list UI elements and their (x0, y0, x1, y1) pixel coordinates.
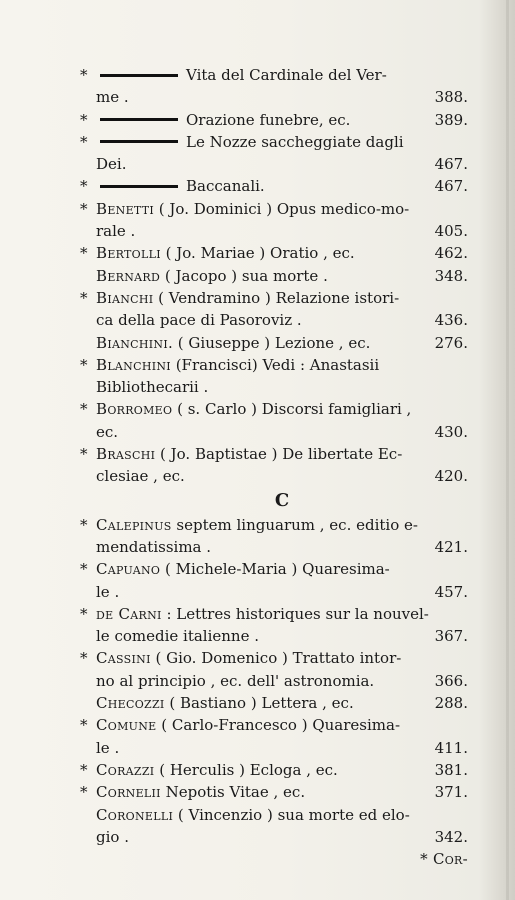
index-entry-line (96, 804, 468, 826)
ditto-rule (100, 118, 178, 121)
entry-continuation: no al principio , ec. dell' astronomia. (96, 671, 375, 690)
asterisk-mark: * (80, 716, 88, 735)
index-entry-line (80, 558, 468, 580)
ditto-rule (100, 140, 178, 143)
index-entry-line (80, 647, 468, 669)
index-entry-line (80, 443, 468, 465)
page-number: 457. (434, 582, 468, 601)
asterisk-mark: * (80, 400, 88, 419)
entry-continuation: me . (96, 88, 129, 107)
asterisk-mark: * (80, 199, 88, 218)
entry-title: : Lettres historiques sur la nouvel- (161, 604, 429, 623)
index-entry-line (96, 692, 468, 714)
author-name: Benetti (96, 199, 155, 218)
index-entry-continuation (96, 309, 468, 331)
author-name: de Carni (96, 604, 162, 623)
index-entry-line (96, 332, 468, 354)
asterisk-mark: * (80, 783, 88, 802)
entry-title: ( Jacopo ) sua morte . (160, 266, 328, 285)
index-entry-continuation (96, 153, 468, 175)
page-number: 467. (434, 155, 468, 174)
entry-continuation: mendatissima . (96, 537, 212, 556)
entry-title: ( Jo. Dominici ) Opus medico-mo- (154, 199, 410, 218)
index-entry-continuation (96, 670, 468, 692)
author-name: Braschi (96, 445, 156, 464)
ditto-rule (100, 74, 178, 77)
page-number: 467. (434, 177, 468, 196)
entry-title: Baccanali. (186, 177, 265, 196)
index-entry-line (80, 781, 468, 803)
index-entry-continuation (96, 220, 468, 242)
index-entry-continuation (96, 826, 468, 848)
asterisk-mark: * (80, 560, 88, 579)
index-entry-line (80, 242, 468, 264)
index-entry-line (80, 109, 468, 131)
asterisk-mark: * (80, 760, 88, 779)
entry-continuation: ca della pace di Pasoroviz . (96, 311, 302, 330)
author-name: Bianchi (96, 288, 154, 307)
page-number: 366. (434, 671, 468, 690)
author-name: Bianchini. (96, 333, 174, 352)
entry-title: Nepotis Vitae , ec. (160, 783, 306, 802)
page-number: 388. (434, 88, 468, 107)
entry-title: ( Carlo-Francesco ) Quaresima- (156, 716, 401, 735)
asterisk-mark: * (80, 177, 88, 196)
entry-title: septem linguarum , ec. editio e- (171, 515, 418, 534)
index-entry-line (80, 514, 468, 536)
entry-title: ( s. Carlo ) Discorsi famigliari , (172, 400, 412, 419)
page-number: 348. (434, 266, 468, 285)
entry-title: (Francisci) Vedi : Anastasii (170, 355, 380, 374)
author-name: Coronelli (96, 805, 174, 824)
index-entry-continuation (96, 536, 468, 558)
entry-title: ( Bastiano ) Lettera , ec. (164, 694, 354, 713)
entry-title: ( Vincenzio ) sua morte ed elo- (173, 805, 410, 824)
entry-title: ( Gio. Domenico ) Trattato intor- (150, 649, 402, 668)
index-entry-line (80, 198, 468, 220)
entry-continuation: ec. (96, 422, 119, 441)
index-entry-continuation (96, 465, 468, 487)
index-entry-continuation (96, 376, 468, 398)
author-name: Comune (96, 716, 157, 735)
author-name: Blanchini (96, 355, 171, 374)
entry-title: ( Jo. Baptistae ) De libertate Ec- (155, 445, 403, 464)
entry-continuation: rale . (96, 222, 136, 241)
page-number: 411. (434, 738, 468, 757)
index-entry-line (80, 714, 468, 736)
entry-continuation: Dei. (96, 155, 127, 174)
page-number: 276. (434, 333, 468, 352)
author-name: Calepinus (96, 515, 172, 534)
entry-title: Le Nozze saccheggiate dagli (186, 132, 404, 151)
entry-continuation: le comedie italienne . (96, 627, 259, 646)
index-entry-line (80, 175, 468, 197)
page-edge-shadow (506, 0, 509, 900)
entry-title: Vita del Cardinale del Ver- (186, 66, 387, 84)
asterisk-mark: * (80, 604, 88, 623)
asterisk-mark: * (80, 244, 88, 263)
author-name: Checozzi (96, 694, 165, 713)
entry-continuation: gio . (96, 827, 129, 846)
index-entry-line (80, 398, 468, 420)
index-entry-line (80, 131, 468, 153)
asterisk-mark: * (80, 649, 88, 668)
ditto-rule (100, 185, 178, 188)
entry-title: ( Michele-Maria ) Quaresima- (160, 560, 390, 579)
catchword-line (96, 848, 468, 870)
page-number: 420. (434, 467, 468, 486)
entry-continuation: Bibliothecarii . (96, 378, 209, 397)
index-entry-continuation (96, 421, 468, 443)
section-letter: C (274, 489, 290, 511)
index-entry-line (80, 603, 468, 625)
index-entry-continuation (96, 86, 468, 108)
asterisk-mark: * (80, 132, 88, 151)
page-number: 436. (434, 311, 468, 330)
author-name: Borromeo (96, 400, 173, 419)
page-number: 405. (434, 222, 468, 241)
asterisk-mark: * (80, 515, 88, 534)
entry-title: ( Vendramino ) Relazione istori- (153, 288, 400, 307)
index-entry-continuation (96, 737, 468, 759)
entry-continuation: clesiae , ec. (96, 467, 185, 486)
entry-title: Orazione funebre, ec. (186, 110, 351, 129)
entry-title: ( Herculis ) Ecloga , ec. (154, 760, 338, 779)
index-entry-line (96, 265, 468, 287)
index-entry-line (80, 759, 468, 781)
index-entry-continuation (96, 581, 468, 603)
asterisk-mark: * (80, 66, 88, 84)
asterisk-mark: * (80, 110, 88, 129)
entry-continuation: le . (96, 738, 120, 757)
author-name: Bertolli (96, 244, 161, 263)
catchword: * Cor- (420, 850, 468, 869)
index-entry-line (80, 287, 468, 309)
author-name: Cornelii (96, 783, 161, 802)
asterisk-mark: * (80, 355, 88, 374)
author-name: Cassini (96, 649, 151, 668)
entry-title: ( Jo. Mariae ) Oratio , ec. (160, 244, 355, 263)
asterisk-mark: * (80, 445, 88, 464)
page-number: 381. (434, 760, 468, 779)
index-entry-line (80, 354, 468, 376)
asterisk-mark: * (80, 288, 88, 307)
author-name: Bernard (96, 266, 161, 285)
page-number: 430. (434, 422, 468, 441)
index-entry-continuation (96, 625, 468, 647)
page-number: 342. (434, 827, 468, 846)
page-number: 371. (434, 783, 468, 802)
author-name: Corazzi (96, 760, 155, 779)
page-number: 421. (434, 537, 468, 556)
page-number: 288. (434, 694, 468, 713)
page-number: 462. (434, 244, 468, 263)
page-number: 367. (434, 627, 468, 646)
page-number: 389. (434, 110, 468, 129)
entry-title: ( Giuseppe ) Lezione , ec. (173, 333, 371, 352)
author-name: Capuano (96, 560, 161, 579)
index-entry-line (80, 64, 468, 86)
entry-continuation: le . (96, 582, 120, 601)
index-column (80, 64, 468, 870)
